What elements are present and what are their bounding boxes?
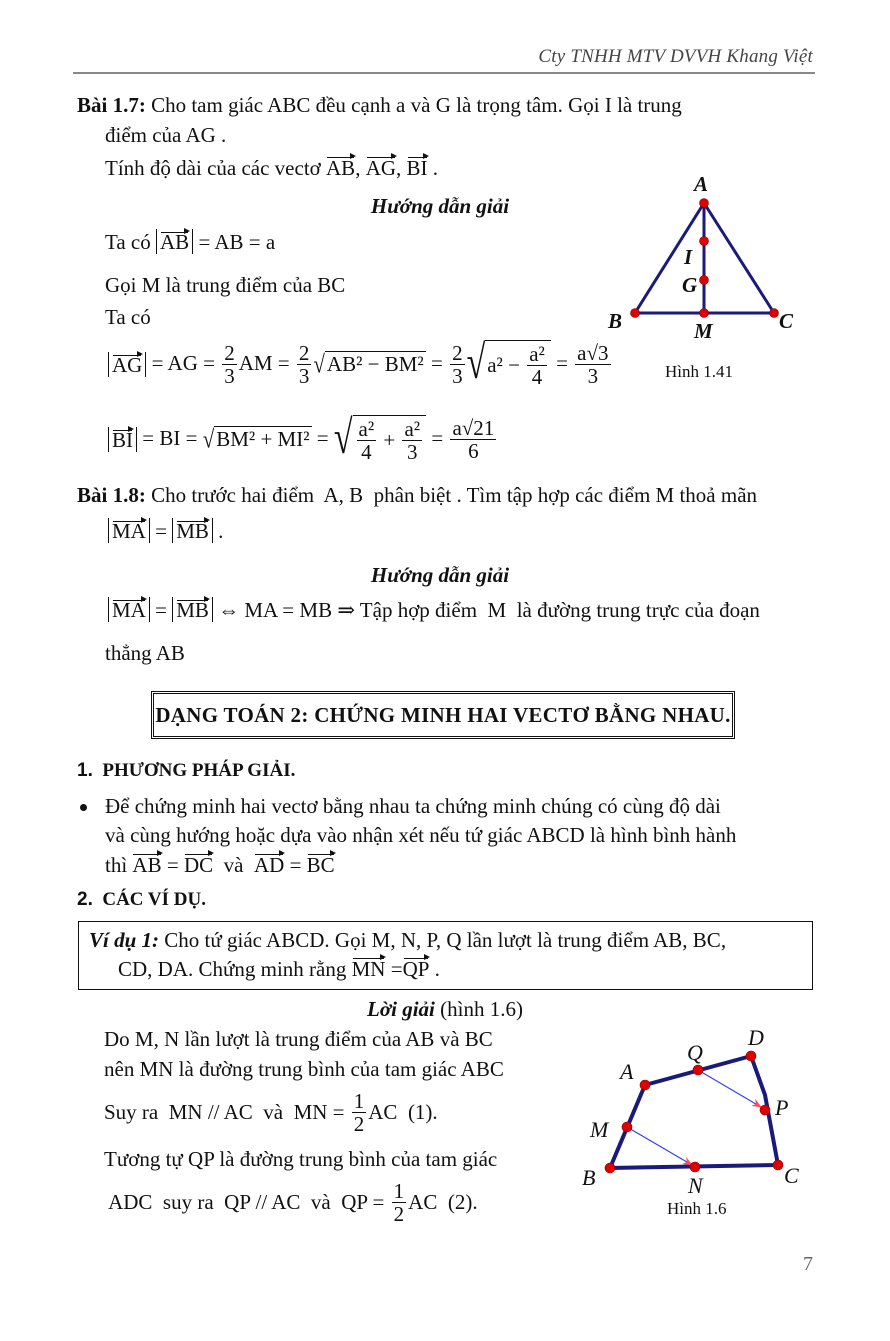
label-a: A <box>694 172 709 196</box>
example-1-line2 <box>118 957 440 982</box>
numerator: a√3 <box>577 340 609 365</box>
exercise-1-8-condition <box>108 518 223 544</box>
section-title: DẠNG TOÁN 2: CHỨNG MINH HAI VECTƠ BẰNG NHAU. <box>155 703 731 727</box>
vector-ma: MA <box>112 519 146 543</box>
label-p: P <box>775 1095 789 1120</box>
point-c <box>770 309 779 318</box>
denominator: 4 <box>531 365 543 390</box>
label-i: I <box>684 245 693 269</box>
label-m: M <box>590 1117 609 1142</box>
sqrt-fractions: √ $\frac{\text{a²}}{4}$ + $\frac{\text{a²}}{3}$ <box>334 415 426 463</box>
abs-vector-ma <box>108 597 150 622</box>
method-heading <box>77 760 295 783</box>
section-heading-box <box>151 691 735 739</box>
figure-caption-1-41: Hình 1.41 <box>665 362 733 381</box>
bullet-line3 <box>105 853 335 878</box>
denominator: 4 <box>361 440 372 465</box>
vector-ag: AG <box>112 352 143 377</box>
text: thì <box>105 853 133 877</box>
point-b <box>631 309 640 318</box>
solution-line2: Gọi M là trung điểm của BC <box>105 273 346 297</box>
denominator: 2 <box>353 1112 365 1137</box>
solution-line3: Ta có <box>105 305 151 329</box>
numerator: a² <box>529 342 545 366</box>
text: = <box>161 853 184 877</box>
header-rule <box>73 72 815 74</box>
text: = <box>426 426 449 451</box>
point-m <box>700 309 709 318</box>
label-m: M <box>694 319 713 343</box>
example-1-sol-line4: Tương tự QP là đường trung bình của tam giác <box>104 1147 498 1171</box>
label-b: B <box>608 309 623 333</box>
denominator: 2 <box>393 1202 405 1227</box>
exercise-1-7-line2: điểm của AG . <box>105 123 227 147</box>
solution-ref: (hình 1.6) <box>434 997 523 1021</box>
point-g <box>700 276 709 285</box>
vector-ag: AG <box>365 156 397 180</box>
text: = BI = <box>137 426 203 451</box>
abs-vector-ma <box>108 518 150 543</box>
exercise-text: Cho tam giác ABC đều cạnh a và G là trọng tâm. Gọi I là trung <box>145 93 682 117</box>
text: ⇔ MA = MB ⇒ Tập hợp điểm M là đường trung trực của đoạn <box>212 598 760 622</box>
fraction-2-3 <box>297 342 312 387</box>
denominator: 3 <box>224 363 235 388</box>
fraction-1-2 <box>392 1180 407 1225</box>
text: = <box>284 853 307 877</box>
exercise-label: Bài 1.7: <box>77 93 146 117</box>
bullet-line2: và cùng hướng hoặc dựa vào nhận xét nếu tứ giác ABCD là hình bình hành <box>105 823 737 847</box>
abs-vector-mb <box>172 518 213 543</box>
denominator: 3 <box>452 363 463 388</box>
label-a: A <box>620 1059 634 1084</box>
solution-label: Lời giải <box>367 997 435 1021</box>
figure-caption-1-6: Hình 1.6 <box>667 1199 727 1218</box>
segment-ac <box>704 203 774 313</box>
examples-title: CÁC VÍ DỤ. <box>102 889 206 910</box>
fraction-2-3 <box>222 342 237 387</box>
text: = <box>149 598 173 622</box>
vector-ab: AB <box>132 853 162 877</box>
equation-ag <box>108 336 613 390</box>
bullet-line1: Để chứng minh hai vectơ bằng nhau ta chứng minh chúng có cùng độ dài <box>105 794 721 818</box>
triangle-lines <box>635 203 774 313</box>
label-c: C <box>779 309 794 333</box>
arrow-mn <box>627 1127 692 1165</box>
vector-bi: BI <box>112 427 133 452</box>
text: = AB = a <box>193 230 276 254</box>
list-number: 2. <box>77 889 93 910</box>
vector-qp: QP <box>402 957 430 981</box>
exercise-1-7-line3: Tính độ dài của các vectơ AB, AG, BI . <box>105 156 439 180</box>
numerator: 2 <box>452 340 463 365</box>
example-label: Ví dụ 1: <box>89 928 160 952</box>
label-d: D <box>748 1025 764 1050</box>
numerator: 2 <box>298 340 310 365</box>
vector-bi: BI <box>406 156 428 180</box>
denominator: 3 <box>587 363 599 388</box>
example-1-sol-line1: Do M, N lần lượt là trung điểm của AB và BC <box>104 1027 493 1051</box>
example-1-solution-heading <box>290 997 600 1022</box>
exercise-1-8-solution-line2: thẳng AB <box>105 641 185 665</box>
example-1-line1 <box>89 928 726 953</box>
point-a <box>640 1080 650 1090</box>
point-n <box>690 1162 700 1172</box>
vector-bc: BC <box>306 853 335 877</box>
point-c <box>773 1160 783 1170</box>
sqrt-ab-bm: √AB² − BM² <box>313 349 424 379</box>
exercise-text: Cho trước hai điểm A, B phân biệt . Tìm tập hợp các điểm M thoả mãn <box>145 483 758 507</box>
arrow-qp <box>698 1070 761 1107</box>
text: Ta có <box>105 230 157 254</box>
denominator: 3 <box>407 440 418 465</box>
fraction-a2-4 <box>527 343 547 388</box>
label-g: G <box>682 273 698 297</box>
text: = <box>149 519 173 543</box>
abs-vector-mb <box>172 597 213 622</box>
numerator: a√21 <box>452 415 495 440</box>
method-title: PHƯƠNG PHÁP GIẢI. <box>102 760 296 781</box>
fraction-a2-3 <box>402 418 422 463</box>
text: = <box>311 426 334 451</box>
abs-vector-bi <box>108 427 137 452</box>
abs-vector-ag <box>108 352 146 377</box>
sqrt-bm-mi: √BM² + MI² <box>202 424 310 454</box>
example-1-sol-line5 <box>104 1180 478 1225</box>
fraction-result-bi <box>450 417 496 462</box>
text: AC (1). <box>368 1099 438 1124</box>
label-b: B <box>582 1165 596 1190</box>
text: AM = <box>238 351 295 376</box>
numerator: 1 <box>393 1179 405 1203</box>
text: Suy ra MN // AC và MN = <box>104 1099 350 1124</box>
abs-vector-ab <box>156 229 193 254</box>
exercise-text: Tính độ dài của các vectơ <box>105 156 327 180</box>
vector-mb: MB <box>176 519 209 543</box>
solution-heading: Hướng dẫn giải <box>370 563 510 587</box>
vector-mn: MN <box>351 957 386 981</box>
denominator: 6 <box>468 438 479 463</box>
solution-line1 <box>105 229 275 255</box>
exercise-1-7-line1 <box>77 93 682 118</box>
sqrt-a2-minus: √ a² − $\frac{\text{a²}}{4}$ <box>467 340 551 388</box>
label-n: N <box>688 1173 703 1198</box>
fraction-a2-4 <box>357 418 377 463</box>
exercise-1-8-line1 <box>77 483 757 508</box>
text: = <box>425 351 449 376</box>
text: AC (2). <box>408 1189 478 1214</box>
denominator: 3 <box>298 363 310 388</box>
list-number: 1. <box>77 760 93 781</box>
text: = <box>385 957 403 981</box>
numerator: 1 <box>353 1089 365 1113</box>
point-b <box>605 1163 615 1173</box>
example-text: CD, DA. Chứng minh rằng <box>118 957 352 981</box>
page-number: 7 <box>803 1253 813 1275</box>
radicand: AB² − BM² <box>326 351 424 376</box>
bullet-icon <box>80 804 87 811</box>
figure-quadrilateral <box>570 1015 830 1205</box>
text: + <box>378 427 401 452</box>
point-i <box>700 237 709 246</box>
exercise-label: Bài 1.8: <box>77 483 146 507</box>
numerator: 2 <box>224 340 235 365</box>
example-1-sol-line2: nên MN là đường trung bình của tam giác ABC <box>104 1057 504 1081</box>
point-m <box>622 1122 632 1132</box>
label-q: Q <box>687 1040 703 1065</box>
publisher-header: Cty TNHH MTV DVVH Khang Việt <box>538 46 813 67</box>
point-q <box>693 1065 703 1075</box>
solution-heading: Hướng dẫn giải <box>370 194 510 218</box>
vector-ab: AB <box>160 230 190 254</box>
example-text: Cho tứ giác ABCD. Gọi M, N, P, Q lần lượt là trung điểm AB, BC, <box>159 928 727 952</box>
text: . <box>212 519 224 543</box>
vector-ma: MA <box>112 598 146 622</box>
exercise-1-8-solution <box>108 597 760 623</box>
example-1-sol-line3 <box>104 1090 438 1135</box>
vector-ab: AB <box>326 156 356 180</box>
vector-dc: DC <box>183 853 214 877</box>
numerator: a² <box>358 417 375 441</box>
vector-ad: AD <box>253 853 285 877</box>
text: . <box>429 957 440 981</box>
fraction-1-2 <box>352 1090 367 1135</box>
text: a² − <box>487 352 526 377</box>
point-p <box>760 1105 770 1115</box>
radicand: BM² + MI² <box>216 426 310 451</box>
vector-mb: MB <box>176 598 209 622</box>
point-a <box>700 199 709 208</box>
point-d <box>746 1051 756 1061</box>
numerator: a² <box>404 417 421 441</box>
text: ADC suy ra QP // AC và QP = <box>104 1189 390 1214</box>
figure-triangle <box>580 170 820 380</box>
equation-bi <box>108 411 498 465</box>
text: = <box>550 351 574 376</box>
label-c: C <box>784 1163 799 1188</box>
text: và <box>213 853 254 877</box>
fraction-2-3 <box>450 342 465 387</box>
examples-heading <box>77 889 206 912</box>
text: = AG = <box>146 351 221 376</box>
